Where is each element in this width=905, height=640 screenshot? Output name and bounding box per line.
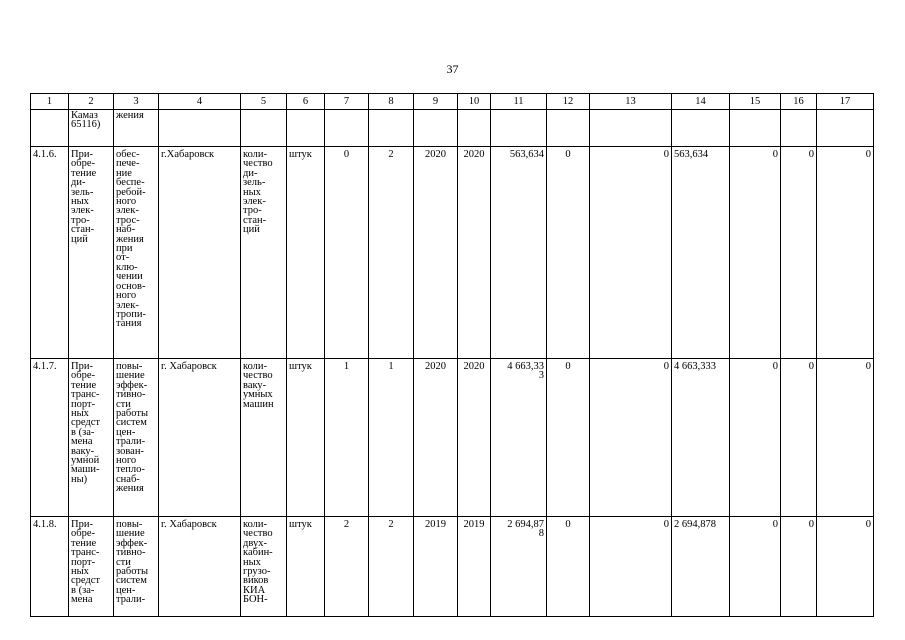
header-cell: 16 — [781, 94, 817, 110]
table-cell: коли- чество ди- зель- ных элек- тро- стан- ций — [241, 147, 287, 359]
table-body — [31, 94, 874, 617]
table-cell — [241, 110, 287, 147]
table-cell: 0 — [547, 147, 590, 359]
table-cell — [159, 110, 241, 147]
table-cell: 563,634 — [672, 147, 730, 359]
table-cell: 0 — [781, 147, 817, 359]
table-cell: 0 — [781, 517, 817, 617]
table-row — [31, 147, 874, 359]
table-cell — [414, 110, 458, 147]
header-cell: 11 — [491, 94, 547, 110]
table-cell: 1 — [325, 359, 369, 517]
table-cell: г.Хабаровск — [159, 147, 241, 359]
header-cell: 8 — [369, 94, 414, 110]
table-cell — [547, 110, 590, 147]
table-cell — [369, 110, 414, 147]
table-cell: 2 694,87 8 — [491, 517, 547, 617]
header-cell: 14 — [672, 94, 730, 110]
table-cell: 2020 — [458, 147, 491, 359]
header-cell: 6 — [287, 94, 325, 110]
table-cell — [491, 110, 547, 147]
table-cell: 2019 — [458, 517, 491, 617]
table-cell: обес- пече- ние беспе- ребой- ного элек- трос- наб- жения при от- клю- чении основ- ного элек- тропи- тания — [114, 147, 159, 359]
table-cell: 2 694,878 — [672, 517, 730, 617]
table-cell: 0 — [817, 517, 874, 617]
table-cell — [458, 110, 491, 147]
table-cell: 0 — [730, 359, 781, 517]
table-cell: 2020 — [414, 359, 458, 517]
header-cell: 9 — [414, 94, 458, 110]
table-cell: 0 — [590, 517, 672, 617]
table-cell: 0 — [547, 517, 590, 617]
header-cell: 15 — [730, 94, 781, 110]
table-cell: При- обре- тение транс- порт- ных средст в (за- мена ваку- умной маши- ны) — [69, 359, 114, 517]
table-cell: 4.1.8. — [31, 517, 69, 617]
table-cell: г. Хабаровск — [159, 517, 241, 617]
table-cell: 2019 — [414, 517, 458, 617]
table-cell: 2 — [369, 517, 414, 617]
table-cell: коли- чество двух- кабин- ных грузо- виков КИА БОН- — [241, 517, 287, 617]
table-cell — [781, 110, 817, 147]
table-cell: 0 — [730, 147, 781, 359]
table-row — [31, 359, 874, 517]
header-cell: 3 — [114, 94, 159, 110]
table-cell: 0 — [547, 359, 590, 517]
table-cell: штук — [287, 517, 325, 617]
table-cell: штук — [287, 359, 325, 517]
data-table — [30, 93, 874, 617]
table-cell: 0 — [325, 147, 369, 359]
table-cell: 4.1.6. — [31, 147, 69, 359]
header-cell: 5 — [241, 94, 287, 110]
table-cell: 2 — [325, 517, 369, 617]
table-cell: 4.1.7. — [31, 359, 69, 517]
header-row — [31, 94, 874, 110]
table-cell: 2020 — [458, 359, 491, 517]
table-cell: 0 — [817, 359, 874, 517]
table-cell: 2020 — [414, 147, 458, 359]
header-cell: 2 — [69, 94, 114, 110]
table-cell: 4 663,33 3 — [491, 359, 547, 517]
table-cell: жения — [114, 110, 159, 147]
table-cell — [730, 110, 781, 147]
table-cell: 0 — [730, 517, 781, 617]
table-cell: коли- чество ваку- умных машин — [241, 359, 287, 517]
table-cell: При- обре- тение транс- порт- ных средст в (за- мена — [69, 517, 114, 617]
table-cell: 4 663,333 — [672, 359, 730, 517]
table-cell: 563,634 — [491, 147, 547, 359]
table-cell: 2 — [369, 147, 414, 359]
header-cell: 4 — [159, 94, 241, 110]
table-cell: 0 — [817, 147, 874, 359]
header-cell: 13 — [590, 94, 672, 110]
header-cell: 17 — [817, 94, 874, 110]
table-cell — [31, 110, 69, 147]
table-cell — [672, 110, 730, 147]
table-cell: г. Хабаровск — [159, 359, 241, 517]
table-row — [31, 517, 874, 617]
table-cell — [590, 110, 672, 147]
table-cell — [287, 110, 325, 147]
page-number: 37 — [446, 62, 459, 76]
table-cell: 0 — [590, 359, 672, 517]
table-cell: повы- шение эффек- тивно- сти работы систем цен- трали- — [114, 517, 159, 617]
table-cell: 0 — [590, 147, 672, 359]
header-cell: 1 — [31, 94, 69, 110]
table-cell: штук — [287, 147, 325, 359]
header-cell: 12 — [547, 94, 590, 110]
header-cell: 7 — [325, 94, 369, 110]
table-cell — [817, 110, 874, 147]
table-cell: При- обре- тение ди- зель- ных элек- тро- стан- ций — [69, 147, 114, 359]
continuation-row — [31, 110, 874, 147]
table-cell: Камаз 65116) — [69, 110, 114, 147]
table-cell: 1 — [369, 359, 414, 517]
table-cell: 0 — [781, 359, 817, 517]
header-cell: 10 — [458, 94, 491, 110]
table-cell: повы- шение эффек- тивно- сти работы систем цен- трали- зован- ного тепло- снаб- жения — [114, 359, 159, 517]
table-cell — [325, 110, 369, 147]
